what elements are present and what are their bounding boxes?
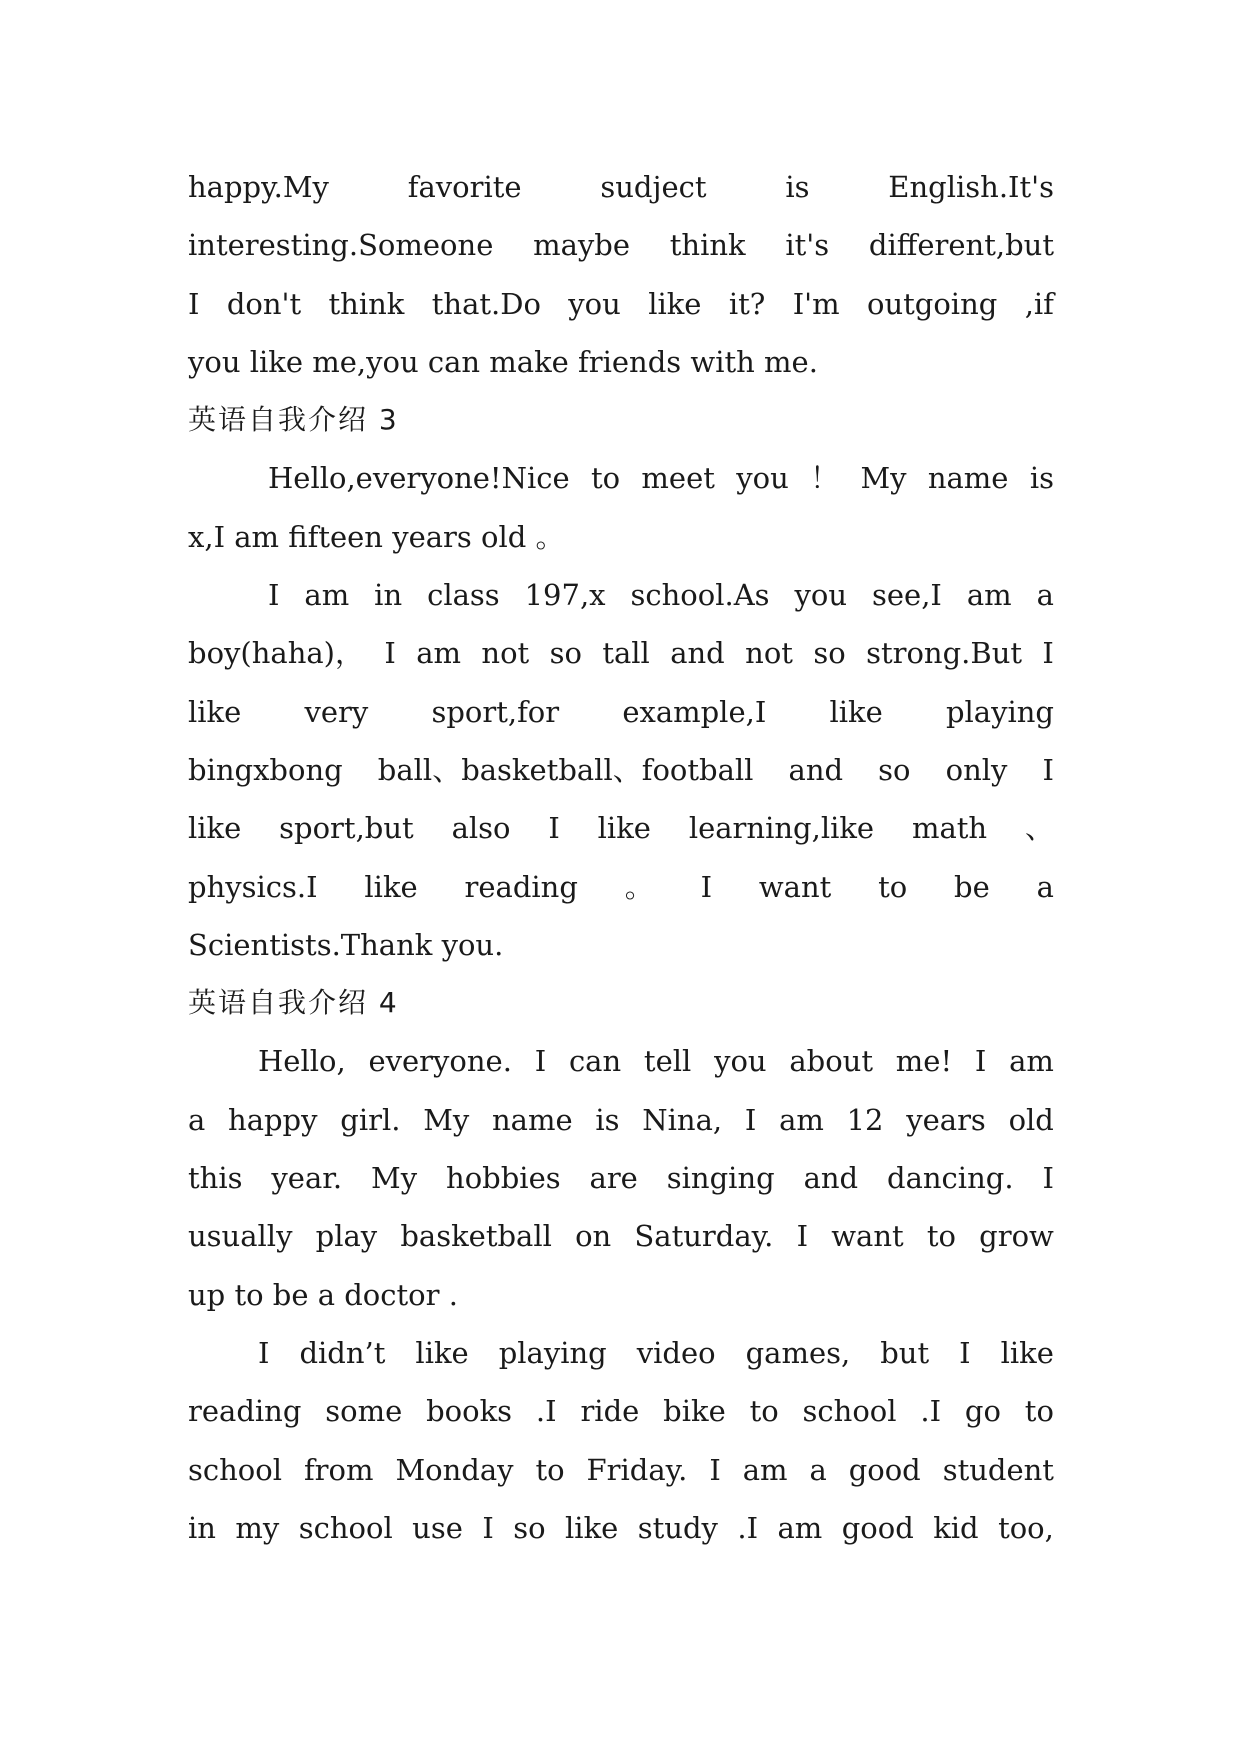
word: am bbox=[779, 1102, 824, 1137]
word: you bbox=[794, 578, 848, 613]
word: to bbox=[878, 869, 908, 904]
paragraph-line bbox=[188, 1207, 1054, 1265]
word: I bbox=[1042, 636, 1054, 671]
word: I'm bbox=[792, 286, 840, 321]
word: .I bbox=[920, 1394, 942, 1429]
word: to bbox=[1024, 1394, 1054, 1429]
word: Saturday. bbox=[634, 1219, 774, 1254]
document-body bbox=[188, 158, 1054, 1557]
word: name bbox=[492, 1102, 573, 1137]
word: to bbox=[749, 1394, 779, 1429]
word: meet bbox=[641, 461, 715, 496]
word: I bbox=[1042, 752, 1054, 787]
word: is bbox=[595, 1102, 620, 1137]
paragraph-line bbox=[188, 1032, 1054, 1090]
word: I bbox=[482, 1510, 494, 1545]
word: English.It's bbox=[888, 170, 1054, 204]
word: my bbox=[235, 1510, 280, 1545]
word: you bbox=[736, 461, 789, 496]
word: very bbox=[304, 694, 369, 729]
word: and bbox=[670, 636, 725, 671]
word: everyone. bbox=[368, 1044, 512, 1079]
word: too, bbox=[998, 1510, 1054, 1545]
word: like bbox=[829, 694, 883, 729]
word: I bbox=[188, 286, 200, 321]
word: and bbox=[788, 752, 844, 787]
word: am bbox=[304, 578, 350, 613]
word: in bbox=[188, 1510, 216, 1545]
word: outgoing bbox=[866, 286, 998, 321]
paragraph-line bbox=[188, 799, 1054, 857]
word: are bbox=[589, 1161, 638, 1196]
word: Hello,everyone!Nice bbox=[268, 461, 570, 496]
paragraph-line bbox=[188, 858, 1054, 916]
word: didn’t bbox=[299, 1335, 386, 1370]
word: this bbox=[188, 1161, 243, 1196]
word: school bbox=[188, 1452, 282, 1487]
word: like bbox=[1000, 1335, 1054, 1370]
word: also bbox=[451, 811, 511, 846]
word: ,if bbox=[1024, 286, 1054, 321]
word: My bbox=[371, 1161, 418, 1196]
word: am bbox=[777, 1510, 823, 1545]
word: a bbox=[1036, 869, 1054, 904]
word: like bbox=[597, 811, 651, 846]
word: bike bbox=[663, 1394, 726, 1429]
word: am bbox=[742, 1452, 788, 1487]
word: old bbox=[1008, 1102, 1054, 1137]
word: am bbox=[966, 578, 1012, 613]
word: can bbox=[568, 1044, 622, 1079]
paragraph-line bbox=[188, 1499, 1054, 1557]
word: ball、basketball、football bbox=[377, 752, 754, 787]
word: like bbox=[648, 286, 702, 321]
word: singing bbox=[666, 1161, 775, 1196]
word: girl. bbox=[340, 1102, 401, 1137]
word: different,but bbox=[868, 228, 1054, 263]
word: Nina, bbox=[642, 1102, 723, 1137]
word: only bbox=[945, 752, 1008, 787]
word: school bbox=[802, 1394, 897, 1429]
word: so bbox=[549, 636, 582, 671]
word: but bbox=[880, 1335, 930, 1370]
word: see,I bbox=[871, 578, 942, 613]
word: interesting.Someone bbox=[188, 228, 494, 263]
word: happy.My bbox=[188, 170, 329, 204]
word: want bbox=[758, 869, 832, 904]
word: not bbox=[745, 636, 793, 671]
word: basketball bbox=[400, 1219, 552, 1254]
word: from bbox=[303, 1452, 374, 1487]
word: I bbox=[959, 1335, 971, 1370]
word: tell bbox=[643, 1044, 692, 1079]
word: in bbox=[374, 578, 403, 613]
word: good bbox=[841, 1510, 914, 1545]
word: sport,for bbox=[431, 694, 560, 729]
word: happy bbox=[228, 1102, 318, 1137]
word: school bbox=[298, 1510, 393, 1545]
word: My bbox=[423, 1102, 470, 1137]
word: so bbox=[813, 636, 846, 671]
word: want bbox=[831, 1219, 904, 1254]
word: books bbox=[426, 1394, 513, 1429]
word: it's bbox=[785, 228, 830, 263]
section-heading: 英语自我介绍 3 bbox=[188, 403, 399, 437]
word: don't bbox=[226, 286, 302, 321]
word: it? bbox=[728, 286, 766, 321]
paragraph-line: you like me,you can make friends with me. bbox=[188, 344, 818, 379]
word: 12 bbox=[846, 1102, 884, 1137]
word: some bbox=[325, 1394, 403, 1429]
section-heading: 英语自我介绍 4 bbox=[188, 986, 399, 1020]
word: not bbox=[481, 636, 530, 671]
word: hobbies bbox=[446, 1161, 561, 1196]
word: learning,like bbox=[688, 811, 875, 846]
word: My bbox=[860, 461, 907, 496]
word: grow bbox=[979, 1219, 1054, 1254]
word: example,I bbox=[622, 694, 767, 729]
word: be bbox=[954, 869, 990, 904]
word: year. bbox=[271, 1161, 343, 1196]
word: I bbox=[534, 1044, 547, 1079]
word: use bbox=[412, 1510, 463, 1545]
word: school.As bbox=[630, 578, 770, 613]
word: class bbox=[427, 578, 500, 613]
word: and bbox=[803, 1161, 859, 1196]
word: playing bbox=[498, 1335, 607, 1370]
paragraph-line bbox=[188, 1324, 1054, 1382]
word: years bbox=[906, 1102, 986, 1137]
paragraph-line bbox=[188, 624, 1054, 682]
paragraph-line bbox=[188, 158, 1054, 216]
word: like bbox=[415, 1335, 469, 1370]
word: math bbox=[911, 811, 988, 846]
paragraph-line: Scientists.Thank you. bbox=[188, 927, 504, 962]
word: that.Do bbox=[431, 286, 541, 321]
word: like bbox=[364, 869, 418, 904]
word: is bbox=[785, 170, 810, 204]
word: .I bbox=[535, 1394, 557, 1429]
paragraph-line bbox=[188, 1382, 1054, 1440]
word: physics.I bbox=[188, 869, 318, 904]
word: I bbox=[796, 1219, 809, 1254]
paragraph-line bbox=[188, 1441, 1054, 1499]
paragraph-line bbox=[188, 275, 1054, 333]
word: reading bbox=[188, 1394, 302, 1429]
word: student bbox=[942, 1452, 1054, 1487]
word: to bbox=[590, 461, 621, 496]
word: I bbox=[709, 1452, 721, 1487]
paragraph-line bbox=[188, 566, 1054, 624]
word: is bbox=[1029, 461, 1054, 496]
paragraph-line bbox=[188, 683, 1054, 741]
word: a bbox=[188, 1102, 206, 1137]
word: boy(haha)， bbox=[188, 636, 364, 671]
paragraph-line bbox=[188, 449, 1054, 507]
word: to bbox=[535, 1452, 565, 1487]
word: I bbox=[974, 1044, 987, 1079]
word: a bbox=[1036, 578, 1054, 613]
word: to bbox=[926, 1219, 956, 1254]
word: Monday bbox=[395, 1452, 514, 1487]
word: like bbox=[188, 811, 242, 846]
word: I bbox=[1042, 1161, 1054, 1196]
word: play bbox=[315, 1219, 378, 1254]
word: like bbox=[565, 1510, 619, 1545]
word: a bbox=[809, 1452, 827, 1487]
word: reading bbox=[464, 869, 578, 904]
word: sudject bbox=[600, 170, 707, 204]
paragraph-line: x,I am fifteen years old 。 bbox=[188, 519, 565, 554]
word: 197,x bbox=[524, 578, 606, 613]
word: think bbox=[669, 228, 746, 263]
word: usually bbox=[188, 1219, 293, 1254]
word: on bbox=[575, 1219, 612, 1254]
word: .I bbox=[737, 1510, 759, 1545]
paragraph-line bbox=[188, 1149, 1054, 1207]
word: so bbox=[878, 752, 911, 787]
word: I bbox=[700, 869, 713, 904]
word: video bbox=[636, 1335, 716, 1370]
word: am bbox=[1009, 1044, 1054, 1079]
word: you bbox=[714, 1044, 767, 1079]
word: ！ bbox=[810, 461, 840, 496]
paragraph-line bbox=[188, 216, 1054, 274]
paragraph-line: up to be a doctor . bbox=[188, 1277, 458, 1312]
word: I bbox=[548, 811, 560, 846]
word: ride bbox=[580, 1394, 640, 1429]
paragraph-line bbox=[188, 741, 1054, 799]
word: strong.But bbox=[866, 636, 1023, 671]
word: about bbox=[789, 1044, 874, 1079]
word: dancing. bbox=[887, 1161, 1014, 1196]
word: 、 bbox=[1024, 811, 1054, 846]
word: think bbox=[328, 286, 405, 321]
paragraph-line bbox=[188, 1091, 1054, 1149]
word: favorite bbox=[407, 170, 522, 204]
word: Hello, bbox=[258, 1044, 346, 1079]
word: I bbox=[744, 1102, 757, 1137]
word: I bbox=[268, 578, 280, 613]
word: playing bbox=[945, 694, 1054, 729]
word: good bbox=[848, 1452, 921, 1487]
word: kid bbox=[933, 1510, 979, 1545]
word: 。 bbox=[624, 869, 654, 904]
word: me! bbox=[895, 1044, 953, 1079]
word: go bbox=[964, 1394, 1001, 1429]
word: I bbox=[384, 636, 396, 671]
word: bingxbong bbox=[188, 752, 343, 787]
word: so bbox=[513, 1510, 546, 1545]
word: study bbox=[637, 1510, 718, 1545]
word: name bbox=[927, 461, 1009, 496]
word: I bbox=[258, 1335, 270, 1370]
word: maybe bbox=[533, 228, 631, 263]
word: games, bbox=[745, 1335, 851, 1370]
word: like bbox=[188, 694, 242, 729]
word: you bbox=[568, 286, 621, 321]
word: sport,but bbox=[279, 811, 414, 846]
word: am bbox=[416, 636, 462, 671]
word: Friday. bbox=[586, 1452, 688, 1487]
word: tall bbox=[602, 636, 650, 671]
